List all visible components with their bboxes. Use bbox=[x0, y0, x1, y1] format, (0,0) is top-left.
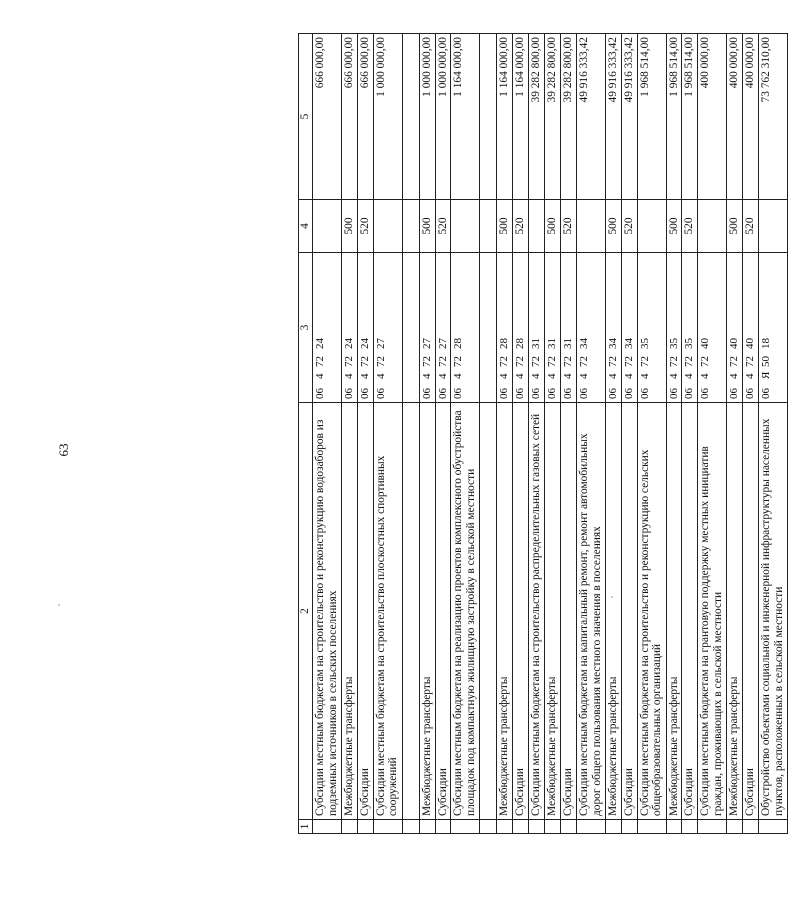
code-part: 4 bbox=[498, 373, 511, 379]
code-part: 35 bbox=[638, 338, 651, 349]
code-part: 27 bbox=[436, 338, 449, 349]
scan-speck bbox=[58, 604, 60, 606]
row-index-cell bbox=[513, 820, 529, 834]
table-row bbox=[666, 34, 682, 834]
code-part: 4 bbox=[683, 373, 696, 379]
row-name-cell: Субсидии местным бюджетам на строительство и реконструкцию сельских общеобразовательных организаций bbox=[637, 403, 666, 820]
row-name-cell: Субсидии местным бюджетам на капитальный ремонт, ремонт автомобильных дорог общего пользования местного значения в поселениях bbox=[576, 403, 605, 820]
row-name-cell: Межбюджетные трансферты bbox=[497, 403, 513, 820]
code-part: 06 bbox=[498, 388, 511, 399]
row-index-cell bbox=[451, 820, 480, 834]
code-part: 4 bbox=[314, 373, 326, 379]
code-part: 06 bbox=[638, 388, 651, 399]
row-name-cell: Межбюджетные трансферты bbox=[419, 403, 435, 820]
code-part: 4 bbox=[638, 373, 651, 379]
row-amount-cell: 400 000,00 bbox=[698, 34, 727, 200]
spacer-cell bbox=[402, 200, 419, 253]
budget-table-sheet bbox=[298, 34, 788, 834]
spacer-row bbox=[402, 34, 419, 834]
row-index-cell bbox=[666, 820, 682, 834]
row-amount-cell: 1 968 514,00 bbox=[637, 34, 666, 200]
code-part: 72 bbox=[606, 356, 619, 367]
row-amount-cell: 1 968 514,00 bbox=[682, 34, 698, 200]
code-part: 4 bbox=[514, 373, 527, 379]
row-amount-cell: 666 000,00 bbox=[313, 34, 342, 200]
row-amount-cell: 1 968 514,00 bbox=[666, 34, 682, 200]
row-name-cell: Межбюджетные трансферты bbox=[727, 403, 743, 820]
row-index-cell bbox=[682, 820, 698, 834]
row-code-cell bbox=[451, 253, 480, 403]
row-code-cell bbox=[666, 253, 682, 403]
header-cell: 2 bbox=[299, 403, 313, 820]
row-code-cell bbox=[545, 253, 561, 403]
row-amount-cell: 1 000 000,00 bbox=[435, 34, 451, 200]
row-code-cell bbox=[561, 253, 577, 403]
code-part: 72 bbox=[530, 356, 543, 367]
budget-table bbox=[298, 33, 788, 834]
row-type-cell: 520 bbox=[561, 200, 577, 253]
table-row bbox=[357, 34, 373, 834]
row-type-cell bbox=[759, 200, 788, 253]
code-part: 72 bbox=[562, 356, 575, 367]
code-part: 06 bbox=[452, 388, 465, 399]
row-type-cell: 520 bbox=[621, 200, 637, 253]
code-part: 72 bbox=[358, 356, 371, 367]
row-code-cell bbox=[759, 253, 788, 403]
row-type-cell: 500 bbox=[341, 200, 357, 253]
spacer-cell bbox=[480, 253, 497, 403]
row-index-cell bbox=[529, 820, 545, 834]
code-part: 28 bbox=[514, 338, 527, 349]
row-index-cell bbox=[561, 820, 577, 834]
code-part: 72 bbox=[667, 356, 680, 367]
row-amount-cell: 1 000 000,00 bbox=[419, 34, 435, 200]
code-part: 4 bbox=[436, 373, 449, 379]
code-part: 72 bbox=[514, 356, 527, 367]
row-code-cell bbox=[682, 253, 698, 403]
code-part: 4 bbox=[452, 373, 465, 379]
row-code-cell bbox=[497, 253, 513, 403]
code-part: 4 bbox=[699, 373, 712, 379]
code-part: Я bbox=[760, 371, 773, 379]
row-type-cell: 500 bbox=[497, 200, 513, 253]
table-row bbox=[682, 34, 698, 834]
code-part: 4 bbox=[728, 373, 741, 379]
table-row bbox=[576, 34, 605, 834]
spacer-cell bbox=[480, 200, 497, 253]
spacer-cell bbox=[402, 820, 419, 834]
code-part: 4 bbox=[606, 373, 619, 379]
row-code-cell bbox=[435, 253, 451, 403]
table-header-row bbox=[299, 34, 313, 834]
code-part: 4 bbox=[562, 373, 575, 379]
row-amount-cell: 1 164 000,00 bbox=[497, 34, 513, 200]
row-type-cell: 500 bbox=[419, 200, 435, 253]
row-name-cell: Субсидии bbox=[682, 403, 698, 820]
row-index-cell bbox=[698, 820, 727, 834]
row-type-cell: 520 bbox=[682, 200, 698, 253]
code-part: 06 bbox=[667, 388, 680, 399]
table-row bbox=[561, 34, 577, 834]
spacer-cell bbox=[402, 253, 419, 403]
code-part: 06 bbox=[514, 388, 527, 399]
row-index-cell bbox=[605, 820, 621, 834]
code-part: 24 bbox=[342, 338, 355, 349]
spacer-cell bbox=[402, 403, 419, 820]
code-part: 72 bbox=[546, 356, 559, 367]
code-part: 27 bbox=[374, 338, 387, 349]
row-amount-cell: 49 916 333,42 bbox=[576, 34, 605, 200]
code-part: 72 bbox=[683, 356, 696, 367]
row-code-cell bbox=[727, 253, 743, 403]
row-type-cell: 500 bbox=[605, 200, 621, 253]
row-type-cell: 520 bbox=[435, 200, 451, 253]
row-amount-cell: 400 000,00 bbox=[743, 34, 759, 200]
row-amount-cell: 1 000 000,00 bbox=[373, 34, 402, 200]
row-index-cell bbox=[435, 820, 451, 834]
row-name-cell: Обустройство объектами социальной и инженерной инфраструктуры населенных пунктов, расположенных в сельской местности bbox=[759, 403, 788, 820]
code-part: 72 bbox=[420, 356, 433, 367]
row-amount-cell: 400 000,00 bbox=[727, 34, 743, 200]
row-type-cell bbox=[637, 200, 666, 253]
row-type-cell: 500 bbox=[727, 200, 743, 253]
row-index-cell bbox=[373, 820, 402, 834]
table-row bbox=[545, 34, 561, 834]
table-row bbox=[513, 34, 529, 834]
table-row bbox=[743, 34, 759, 834]
row-amount-cell: 39 282 800,00 bbox=[529, 34, 545, 200]
row-code-cell bbox=[357, 253, 373, 403]
row-index-cell bbox=[545, 820, 561, 834]
row-code-cell bbox=[576, 253, 605, 403]
row-code-cell bbox=[419, 253, 435, 403]
spacer-cell bbox=[480, 403, 497, 820]
header-cell: 3 bbox=[299, 253, 313, 403]
row-index-cell bbox=[621, 820, 637, 834]
code-part: 06 bbox=[683, 388, 696, 399]
code-part: 72 bbox=[699, 356, 712, 367]
row-code-cell bbox=[529, 253, 545, 403]
row-index-cell bbox=[357, 820, 373, 834]
row-name-cell: Межбюджетные трансферты bbox=[605, 403, 621, 820]
code-part: 28 bbox=[452, 338, 465, 349]
code-part: 18 bbox=[760, 338, 773, 349]
header-cell: 5 bbox=[299, 34, 313, 200]
code-part: 4 bbox=[342, 373, 355, 379]
row-amount-cell: 73 762 310,00 bbox=[759, 34, 788, 200]
row-code-cell bbox=[605, 253, 621, 403]
code-part: 06 bbox=[546, 388, 559, 399]
code-part: 06 bbox=[342, 388, 355, 399]
code-part: 72 bbox=[638, 356, 651, 367]
row-amount-cell: 1 164 000,00 bbox=[451, 34, 480, 200]
row-amount-cell: 666 000,00 bbox=[341, 34, 357, 200]
row-code-cell bbox=[743, 253, 759, 403]
code-part: 35 bbox=[667, 338, 680, 349]
code-part: 72 bbox=[342, 356, 355, 367]
page-number: 63 bbox=[56, 443, 71, 457]
header-cell: 1 bbox=[299, 820, 313, 834]
code-part: 50 bbox=[760, 356, 773, 367]
code-part: 27 bbox=[420, 338, 433, 349]
code-part: 35 bbox=[683, 338, 696, 349]
code-part: 40 bbox=[744, 338, 757, 349]
table-row bbox=[419, 34, 435, 834]
table-row bbox=[529, 34, 545, 834]
row-name-cell: Субсидии bbox=[513, 403, 529, 820]
code-part: 06 bbox=[577, 388, 590, 399]
row-amount-cell: 1 164 000,00 bbox=[513, 34, 529, 200]
row-index-cell bbox=[341, 820, 357, 834]
code-part: 06 bbox=[314, 388, 326, 399]
code-part: 06 bbox=[622, 388, 635, 399]
row-name-cell: Межбюджетные трансферты bbox=[545, 403, 561, 820]
row-index-cell bbox=[743, 820, 759, 834]
table-row bbox=[698, 34, 727, 834]
row-type-cell bbox=[451, 200, 480, 253]
row-name-cell: Субсидии местным бюджетам на грантовую поддержку местных инициатив граждан, проживающих в сельской местности bbox=[698, 403, 727, 820]
row-name-cell: Субсидии bbox=[357, 403, 373, 820]
row-amount-cell: 49 916 333,42 bbox=[621, 34, 637, 200]
table-row bbox=[605, 34, 621, 834]
code-part: 40 bbox=[728, 338, 741, 349]
code-part: 06 bbox=[530, 388, 543, 399]
code-part: 06 bbox=[699, 388, 712, 399]
code-part: 4 bbox=[744, 373, 757, 379]
row-type-cell bbox=[313, 200, 342, 253]
code-part: 4 bbox=[358, 373, 371, 379]
row-amount-cell: 39 282 800,00 bbox=[545, 34, 561, 200]
row-name-cell: Межбюджетные трансферты bbox=[341, 403, 357, 820]
row-code-cell bbox=[698, 253, 727, 403]
row-code-cell bbox=[621, 253, 637, 403]
row-index-cell bbox=[576, 820, 605, 834]
row-index-cell bbox=[637, 820, 666, 834]
code-part: 4 bbox=[374, 373, 387, 379]
row-code-cell bbox=[513, 253, 529, 403]
table-row bbox=[373, 34, 402, 834]
row-name-cell: Субсидии bbox=[621, 403, 637, 820]
code-part: 34 bbox=[606, 338, 619, 349]
code-part: 4 bbox=[577, 373, 590, 379]
code-part: 34 bbox=[577, 338, 590, 349]
code-part: 06 bbox=[374, 388, 387, 399]
table-row bbox=[451, 34, 480, 834]
code-part: 72 bbox=[498, 356, 511, 367]
code-part: 72 bbox=[436, 356, 449, 367]
code-part: 24 bbox=[358, 338, 371, 349]
row-name-cell: Субсидии местным бюджетам на строительство плоскостных спортивных сооружений bbox=[373, 403, 402, 820]
code-part: 06 bbox=[420, 388, 433, 399]
spacer-cell bbox=[480, 34, 497, 200]
row-index-cell bbox=[419, 820, 435, 834]
row-index-cell bbox=[497, 820, 513, 834]
code-part: 72 bbox=[622, 356, 635, 367]
code-part: 4 bbox=[420, 373, 433, 379]
spacer-row bbox=[480, 34, 497, 834]
row-name-cell: Субсидии местным бюджетам на строительство распределительных газовых сетей bbox=[529, 403, 545, 820]
code-part: 72 bbox=[728, 356, 741, 367]
table-row bbox=[727, 34, 743, 834]
code-part: 31 bbox=[562, 338, 575, 349]
table-row bbox=[759, 34, 788, 834]
row-type-cell bbox=[373, 200, 402, 253]
code-part: 4 bbox=[530, 373, 543, 379]
code-part: 06 bbox=[744, 388, 757, 399]
row-name-cell: Субсидии bbox=[435, 403, 451, 820]
row-type-cell: 520 bbox=[513, 200, 529, 253]
code-part: 24 bbox=[314, 338, 326, 349]
row-amount-cell: 49 916 333,42 bbox=[605, 34, 621, 200]
spacer-cell bbox=[402, 34, 419, 200]
code-part: 72 bbox=[577, 356, 590, 367]
code-part: 06 bbox=[606, 388, 619, 399]
row-code-cell bbox=[637, 253, 666, 403]
table-row bbox=[341, 34, 357, 834]
row-code-cell bbox=[313, 253, 342, 403]
code-part: 06 bbox=[436, 388, 449, 399]
row-type-cell: 500 bbox=[666, 200, 682, 253]
row-index-cell bbox=[727, 820, 743, 834]
row-code-cell bbox=[373, 253, 402, 403]
code-part: 34 bbox=[622, 338, 635, 349]
code-part: 4 bbox=[667, 373, 680, 379]
row-amount-cell: 39 282 800,00 bbox=[561, 34, 577, 200]
table-row bbox=[637, 34, 666, 834]
row-name-cell: Субсидии bbox=[743, 403, 759, 820]
row-type-cell bbox=[698, 200, 727, 253]
code-part: 31 bbox=[530, 338, 543, 349]
code-part: 06 bbox=[760, 388, 773, 399]
table-row bbox=[497, 34, 513, 834]
code-part: 72 bbox=[744, 356, 757, 367]
row-type-cell: 500 bbox=[545, 200, 561, 253]
row-type-cell: 520 bbox=[357, 200, 373, 253]
code-part: 4 bbox=[546, 373, 559, 379]
row-type-cell: 520 bbox=[743, 200, 759, 253]
row-name-cell: Субсидии местным бюджетам на реализацию проектов комплексного обустройства площадок под компактную жилищную застройку в сельской местности bbox=[451, 403, 480, 820]
header-cell: 4 bbox=[299, 200, 313, 253]
code-part: 4 bbox=[622, 373, 635, 379]
code-part: 06 bbox=[728, 388, 741, 399]
code-part: 72 bbox=[374, 356, 387, 367]
code-part: 06 bbox=[562, 388, 575, 399]
row-index-cell bbox=[313, 820, 342, 834]
table-row bbox=[621, 34, 637, 834]
row-type-cell bbox=[576, 200, 605, 253]
spacer-cell bbox=[480, 820, 497, 834]
row-name-cell: Субсидии местным бюджетам на строительство и реконструкцию водозаборов из подземных источников в сельских поселениях bbox=[313, 403, 342, 820]
code-part: 28 bbox=[498, 338, 511, 349]
table-row bbox=[435, 34, 451, 834]
table-row bbox=[313, 34, 342, 834]
code-part: 06 bbox=[358, 388, 371, 399]
row-name-cell: Субсидии bbox=[561, 403, 577, 820]
row-name-cell: Межбюджетные трансферты bbox=[666, 403, 682, 820]
code-part: 72 bbox=[452, 356, 465, 367]
row-index-cell bbox=[759, 820, 788, 834]
row-code-cell bbox=[341, 253, 357, 403]
code-part: 40 bbox=[699, 338, 712, 349]
row-amount-cell: 666 000,00 bbox=[357, 34, 373, 200]
code-part: 31 bbox=[546, 338, 559, 349]
row-type-cell bbox=[529, 200, 545, 253]
table-body bbox=[313, 34, 788, 834]
code-part: 72 bbox=[314, 356, 326, 367]
